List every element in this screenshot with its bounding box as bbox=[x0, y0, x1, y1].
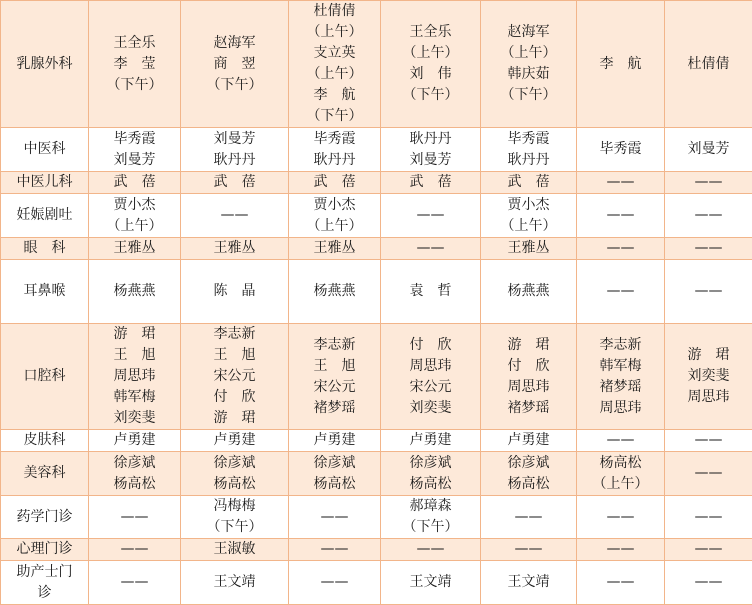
schedule-cell: 王文靖 bbox=[181, 561, 289, 605]
schedule-cell: —— bbox=[181, 194, 289, 238]
schedule-cell: 毕秀霞 耿丹丹 bbox=[481, 128, 577, 172]
schedule-cell: 毕秀霞 耿丹丹 bbox=[289, 128, 381, 172]
schedule-cell: —— bbox=[89, 539, 181, 561]
schedule-cell: —— bbox=[381, 539, 481, 561]
department-cell: 心理门诊 bbox=[1, 539, 89, 561]
schedule-cell: 赵海军 商 翌 （下午） bbox=[181, 1, 289, 128]
schedule-cell: 袁 哲 bbox=[381, 260, 481, 324]
schedule-cell: —— bbox=[577, 496, 665, 539]
table-row bbox=[1, 260, 752, 324]
schedule-cell: —— bbox=[577, 260, 665, 324]
schedule-cell: 武 蓓 bbox=[381, 172, 481, 194]
schedule-cell: 武 蓓 bbox=[289, 172, 381, 194]
schedule-cell: 毕秀霞 刘曼芳 bbox=[89, 128, 181, 172]
schedule-cell: —— bbox=[381, 238, 481, 260]
schedule-cell: 贾小杰 （上午） bbox=[481, 194, 577, 238]
schedule-cell: 杨燕燕 bbox=[89, 260, 181, 324]
schedule-cell: 王雅丛 bbox=[181, 238, 289, 260]
schedule-cell: —— bbox=[665, 452, 752, 496]
schedule-cell: —— bbox=[89, 561, 181, 605]
schedule-cell: 卢勇建 bbox=[481, 430, 577, 452]
schedule-cell: 李志新 王 旭 宋公元 付 欣 游 珺 bbox=[181, 324, 289, 430]
schedule-cell: —— bbox=[665, 561, 752, 605]
schedule-cell: 李志新 王 旭 宋公元 褚梦瑶 bbox=[289, 324, 381, 430]
department-cell: 眼 科 bbox=[1, 238, 89, 260]
schedule-cell: 徐彦斌 杨高松 bbox=[481, 452, 577, 496]
schedule-cell: 杨燕燕 bbox=[289, 260, 381, 324]
schedule-cell: 李 航 bbox=[577, 1, 665, 128]
table-row bbox=[1, 172, 752, 194]
schedule-cell: 王雅丛 bbox=[89, 238, 181, 260]
schedule-cell: 贾小杰 （上午） bbox=[89, 194, 181, 238]
schedule-cell: —— bbox=[577, 539, 665, 561]
schedule-cell: 赵海军 （上午） 韩庆茹 （下午） bbox=[481, 1, 577, 128]
schedule-cell: 刘曼芳 耿丹丹 bbox=[181, 128, 289, 172]
schedule-cell: —— bbox=[481, 539, 577, 561]
schedule-cell: 徐彦斌 杨高松 bbox=[289, 452, 381, 496]
schedule-cell: 耿丹丹 刘曼芳 bbox=[381, 128, 481, 172]
schedule-cell: 卢勇建 bbox=[181, 430, 289, 452]
schedule-cell: 卢勇建 bbox=[89, 430, 181, 452]
schedule-cell: —— bbox=[665, 238, 752, 260]
schedule-cell: 游 珺 王 旭 周思玮 韩军梅 刘奕斐 bbox=[89, 324, 181, 430]
schedule-cell: 武 蓓 bbox=[181, 172, 289, 194]
schedule-cell: 王雅丛 bbox=[289, 238, 381, 260]
table-row bbox=[1, 194, 752, 238]
department-cell: 中医儿科 bbox=[1, 172, 89, 194]
department-cell: 耳鼻喉 bbox=[1, 260, 89, 324]
schedule-cell: 毕秀霞 bbox=[577, 128, 665, 172]
schedule-cell: —— bbox=[481, 496, 577, 539]
schedule-cell: 贾小杰 （上午） bbox=[289, 194, 381, 238]
department-cell: 妊娠剧吐 bbox=[1, 194, 89, 238]
schedule-cell: —— bbox=[665, 430, 752, 452]
department-cell: 乳腺外科 bbox=[1, 1, 89, 128]
schedule-cell: 冯梅梅 （下午） bbox=[181, 496, 289, 539]
schedule-cell: —— bbox=[577, 238, 665, 260]
schedule-cell: —— bbox=[289, 561, 381, 605]
schedule-cell: —— bbox=[577, 430, 665, 452]
table-row bbox=[1, 128, 752, 172]
schedule-cell: 王淑敏 bbox=[181, 539, 289, 561]
schedule-cell: 杨高松 （上午） bbox=[577, 452, 665, 496]
table-row bbox=[1, 496, 752, 539]
schedule-cell: 王文靖 bbox=[481, 561, 577, 605]
schedule-cell: 刘曼芳 bbox=[665, 128, 752, 172]
table-row bbox=[1, 324, 752, 430]
schedule-cell: —— bbox=[577, 194, 665, 238]
table-row bbox=[1, 1, 752, 128]
schedule-cell: 徐彦斌 杨高松 bbox=[181, 452, 289, 496]
schedule-cell: —— bbox=[381, 194, 481, 238]
schedule-cell: 武 蓓 bbox=[89, 172, 181, 194]
schedule-cell: —— bbox=[665, 260, 752, 324]
schedule-cell: 李志新 韩军梅 褚梦瑶 周思玮 bbox=[577, 324, 665, 430]
schedule-cell: 郝璋森 （下午） bbox=[381, 496, 481, 539]
schedule-cell: 王雅丛 bbox=[481, 238, 577, 260]
schedule-cell: —— bbox=[665, 539, 752, 561]
table-row bbox=[1, 561, 752, 605]
schedule-cell: —— bbox=[665, 496, 752, 539]
schedule-cell: 王全乐 李 莹 （下午） bbox=[89, 1, 181, 128]
department-cell: 皮肤科 bbox=[1, 430, 89, 452]
schedule-cell: —— bbox=[89, 496, 181, 539]
schedule-cell: 游 珺 付 欣 周思玮 褚梦瑶 bbox=[481, 324, 577, 430]
department-cell: 口腔科 bbox=[1, 324, 89, 430]
schedule-cell: 游 珺 刘奕斐 周思玮 bbox=[665, 324, 752, 430]
schedule-cell: —— bbox=[289, 539, 381, 561]
schedule-cell: 徐彦斌 杨高松 bbox=[89, 452, 181, 496]
schedule-cell: —— bbox=[665, 172, 752, 194]
schedule-cell: 陈 晶 bbox=[181, 260, 289, 324]
department-cell: 中医科 bbox=[1, 128, 89, 172]
table-row bbox=[1, 430, 752, 452]
schedule-cell: 卢勇建 bbox=[289, 430, 381, 452]
schedule-cell: 杜倩倩 bbox=[665, 1, 752, 128]
schedule-cell: 徐彦斌 杨高松 bbox=[381, 452, 481, 496]
department-cell: 美容科 bbox=[1, 452, 89, 496]
schedule-cell: —— bbox=[665, 194, 752, 238]
schedule-cell: 卢勇建 bbox=[381, 430, 481, 452]
department-cell: 药学门诊 bbox=[1, 496, 89, 539]
schedule-cell: 王全乐 （上午） 刘 伟 （下午） bbox=[381, 1, 481, 128]
table-row bbox=[1, 452, 752, 496]
table-row bbox=[1, 539, 752, 561]
schedule-cell: —— bbox=[289, 496, 381, 539]
schedule-cell: —— bbox=[577, 172, 665, 194]
schedule-cell: 王文靖 bbox=[381, 561, 481, 605]
schedule-cell: —— bbox=[577, 561, 665, 605]
schedule-cell: 武 蓓 bbox=[481, 172, 577, 194]
department-cell: 助产士门 诊 bbox=[1, 561, 89, 605]
schedule-cell: 杜倩倩 （上午） 支立英 （上午） 李 航 （下午） bbox=[289, 1, 381, 128]
schedule-cell: 付 欣 周思玮 宋公元 刘奕斐 bbox=[381, 324, 481, 430]
table-row bbox=[1, 238, 752, 260]
schedule-cell: 杨燕燕 bbox=[481, 260, 577, 324]
